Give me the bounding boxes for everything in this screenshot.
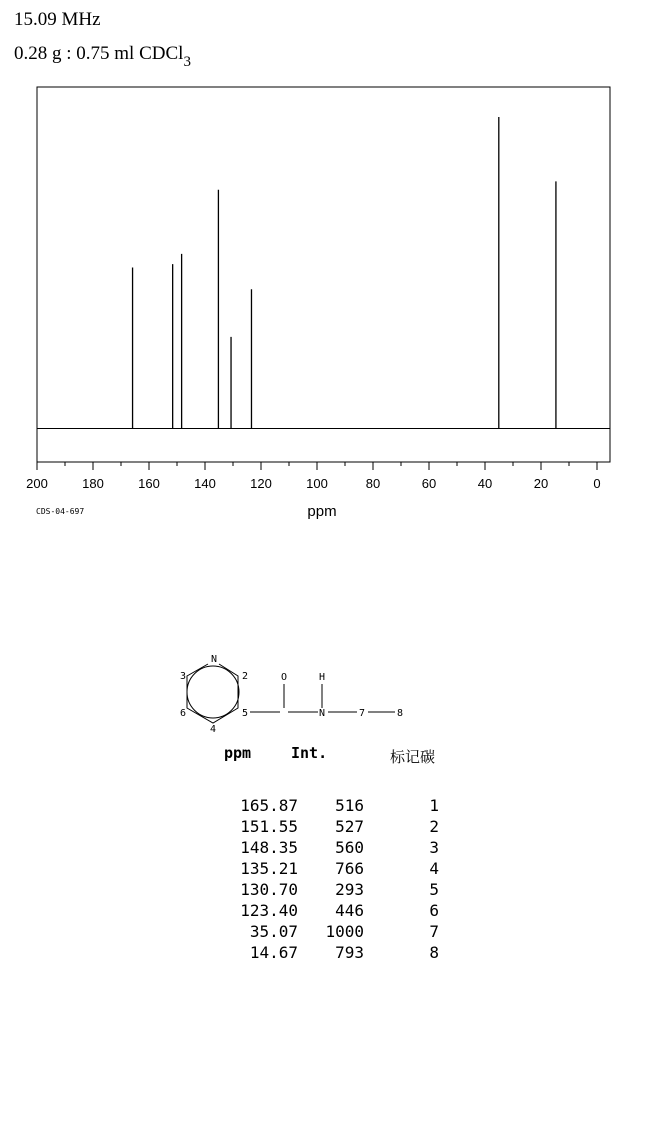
atom-o: O (280, 672, 288, 683)
atom-label-3: 3 (179, 671, 187, 682)
spectrometer-frequency: 15.09 MHz (14, 9, 101, 30)
cell-intensity: 516 (335, 796, 364, 815)
atom-label-2: 2 (241, 671, 249, 682)
table-row (216, 879, 439, 900)
cell-carbon-id: 8 (429, 943, 439, 962)
cell-carbon-id: 2 (429, 817, 439, 836)
peak-table (216, 795, 439, 963)
atom-n-amide: N (318, 708, 326, 719)
atom-label-7: 7 (358, 708, 366, 719)
x-tick-label: 200 (26, 476, 48, 491)
cell-carbon-id: 6 (429, 901, 439, 920)
atom-n-ring: N (210, 654, 218, 665)
table-header-carbon: 标记碳 (390, 748, 436, 766)
table-row (216, 837, 439, 858)
cell-ppm: 130.70 (240, 880, 298, 899)
atom-label-8: 8 (396, 708, 404, 719)
cell-carbon-id: 7 (429, 922, 439, 941)
x-tick-label: 60 (421, 476, 437, 491)
table-header-intensity: Int. (291, 744, 328, 762)
table-row (216, 942, 439, 963)
x-tick-label: 20 (533, 476, 549, 491)
table-row (216, 900, 439, 921)
cell-carbon-id: 1 (429, 796, 439, 815)
atom-label-5: 5 (241, 708, 249, 719)
cell-ppm: 151.55 (240, 817, 298, 836)
table-row (216, 921, 439, 942)
x-tick-label: 80 (365, 476, 381, 491)
atom-h: H (318, 672, 326, 683)
cell-ppm: 123.40 (240, 901, 298, 920)
aromatic-ring-circle (187, 666, 239, 718)
table-row (216, 816, 439, 837)
atom-label-6: 6 (179, 708, 187, 719)
x-tick-label: 40 (477, 476, 493, 491)
cell-ppm: 148.35 (240, 838, 298, 857)
sample-subscript: 3 (183, 54, 191, 70)
spectrum-code: CDS-04-697 (36, 507, 85, 516)
atom-label-4: 4 (209, 724, 217, 735)
x-tick-label: 160 (138, 476, 160, 491)
table-row (216, 858, 439, 879)
x-tick-label: 180 (82, 476, 104, 491)
cell-ppm: 35.07 (249, 922, 298, 941)
x-tick-label: 100 (306, 476, 328, 491)
cell-intensity: 766 (335, 859, 364, 878)
cell-carbon-id: 5 (429, 880, 439, 899)
cell-carbon-id: 3 (429, 838, 439, 857)
x-tick-label: 0 (593, 476, 601, 491)
x-tick-label: 140 (194, 476, 216, 491)
cell-intensity: 560 (335, 838, 364, 857)
cell-ppm: 135.21 (240, 859, 298, 878)
table-header-ppm: ppm (224, 744, 252, 762)
x-tick-label: 120 (250, 476, 272, 491)
cell-ppm: 14.67 (249, 943, 298, 962)
cell-carbon-id: 4 (429, 859, 439, 878)
sample-text: 0.28 g : 0.75 ml CDCl (14, 43, 184, 64)
cell-intensity: 1000 (325, 922, 364, 941)
cell-intensity: 793 (335, 943, 364, 962)
x-axis-label: ppm (307, 503, 337, 520)
cell-intensity: 527 (335, 817, 364, 836)
cell-intensity: 446 (335, 901, 364, 920)
cell-intensity: 293 (335, 880, 364, 899)
table-row (216, 795, 439, 816)
cell-ppm: 165.87 (240, 796, 298, 815)
